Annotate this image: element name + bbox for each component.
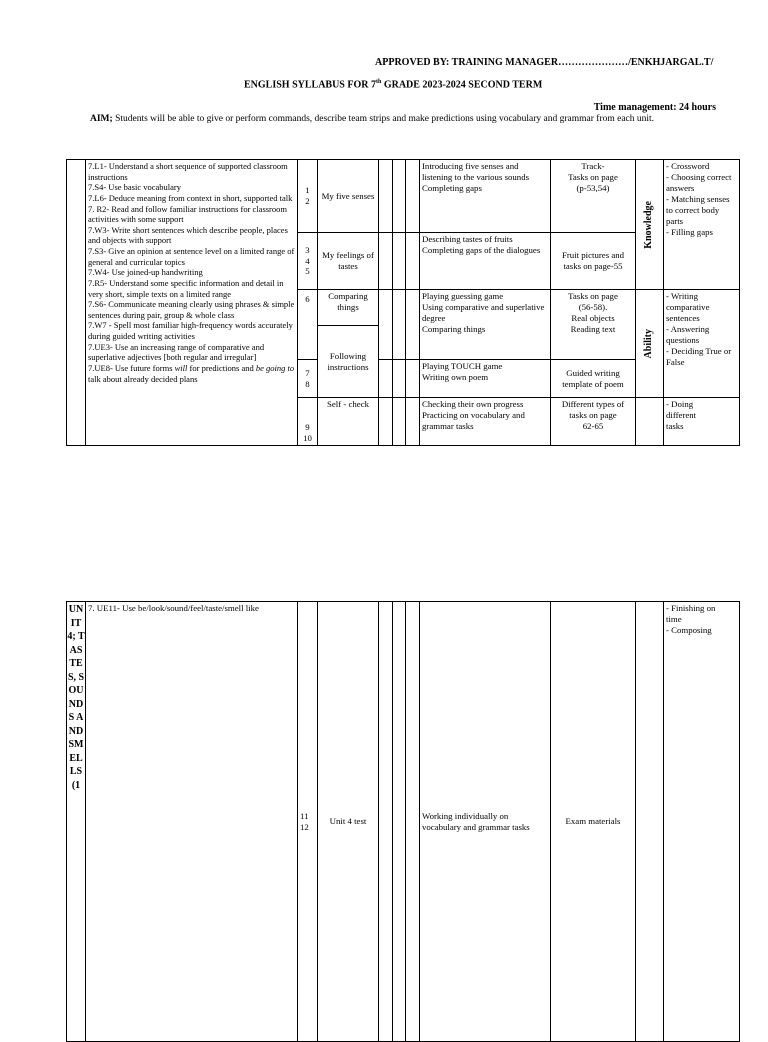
- topic-cell: Self - check: [318, 398, 379, 446]
- blank-cell: [393, 360, 406, 398]
- resources-cell: Fruit pictures and tasks on page-55: [551, 233, 636, 290]
- objective-emphasis: be going to: [255, 362, 295, 373]
- activity-cell: Describing tastes of fruits Completing gaps of the dialogues: [420, 233, 551, 290]
- syllabus-table-1: [66, 159, 740, 446]
- objective: 7.S6- Communicate meaning clearly using phrases & simple sentences during pair, group & whole class: [88, 299, 295, 320]
- hours-cell: 11 12: [298, 602, 318, 1042]
- hours-cell: 3 4 5: [298, 233, 318, 290]
- syllabus-table-2: [66, 601, 740, 1042]
- topic-cell: My five senses: [318, 160, 379, 233]
- activity-cell: Working individually on vocabulary and grammar tasks: [420, 602, 551, 1042]
- blank-cell: [393, 160, 406, 233]
- skill-knowledge-label: Knowledge: [643, 200, 655, 249]
- topic-cell: Comparing things: [318, 290, 379, 326]
- objective: 7.L6- Deduce meaning from context in short, supported talk: [88, 192, 293, 203]
- blank-cell: [379, 602, 393, 1042]
- objective: 7.R5- Understand some specific information and detail in very short, simple texts on a limited range: [88, 277, 284, 299]
- topic-cell: Following instructions: [318, 326, 379, 398]
- objective: 7.W3- Write short sentences which describe people, places and objects with support: [88, 224, 288, 246]
- assessment-cell: - Doing different tasks: [664, 398, 740, 446]
- blank-cell: [379, 233, 393, 290]
- skill-empty-cell: [636, 398, 664, 446]
- skill-knowledge-cell: [636, 160, 664, 290]
- blank-cell: [393, 602, 406, 1042]
- objective: 7.W4- Use joined-up handwriting: [88, 267, 203, 278]
- objective-part: 7.UE8- Use future forms: [88, 362, 175, 373]
- blank-cell: [406, 360, 420, 398]
- objective-part: talk about already decided plans: [88, 373, 198, 384]
- aim-label: AIM;: [90, 114, 113, 124]
- topic-cell: Unit 4 test: [318, 602, 379, 1042]
- activity-cell: Checking their own progress Practicing on vocabulary and grammar tasks: [420, 398, 551, 446]
- activity-cell: Playing TOUCH game Writing own poem: [420, 360, 551, 398]
- aim-statement: [90, 114, 654, 124]
- objective: 7.L1- Understand a short sequence of supported classroom instructions: [88, 161, 288, 182]
- objective-part: for predictions and: [187, 362, 256, 373]
- document-title: [244, 79, 542, 90]
- blank-cell: [393, 398, 406, 446]
- objective: 7.S4- Use basic vocabulary: [88, 182, 182, 193]
- hours-cell: 7 8: [298, 360, 318, 398]
- objective: 7.W7 - Spell most familiar high-frequency words accurately during guided writing activities: [88, 320, 293, 341]
- objectives-cell: [86, 160, 298, 446]
- objective: 7.UE3- Use an increasing range of comparative and superlative adjectives [both regular and irregular]: [88, 341, 265, 363]
- approval-line: APPROVED BY: TRAINING MANAGER…………………/ENKHJARGAL.T/: [375, 57, 714, 68]
- assessment-cell: - Finishing on time - Composing: [664, 602, 740, 1042]
- activity-cell: Introducing five senses and listening to the various sounds Completing gaps: [420, 160, 551, 233]
- blank-cell: [406, 602, 420, 1042]
- title-pre: ENGLISH SYLLABUS FOR 7: [244, 79, 376, 91]
- blank-cell: [406, 290, 420, 360]
- resources-cell: Different types of tasks on page 62-65: [551, 398, 636, 446]
- assessment-knowledge-cell: - Crossword - Choosing correct answers - Matching senses to correct body parts - Filling gaps: [664, 160, 740, 290]
- blank-cell: [379, 398, 393, 446]
- aim-text: Students will be able to give or perform commands, describe team strips and make predictions using vocabulary and grammar from each unit.: [112, 114, 655, 124]
- blank-cell: [379, 360, 393, 398]
- objective-emphasis: will: [174, 362, 188, 373]
- title-post: GRADE 2023-2024 SECOND TERM: [381, 79, 543, 91]
- blank-cell: [379, 290, 393, 360]
- unit-label-cell: UNIT 4; TASTES, SOUNDS AND SMELLS (1: [67, 602, 86, 1042]
- skill-empty-cell: [636, 602, 664, 1042]
- blank-cell: [406, 160, 420, 233]
- resources-cell: Guided writing template of poem: [551, 360, 636, 398]
- resources-cell: Exam materials: [551, 602, 636, 1042]
- hours-cell: 6: [298, 290, 318, 360]
- skill-ability-cell: [636, 290, 664, 398]
- hours-cell: 1 2: [298, 160, 318, 233]
- unit-cell-empty: [67, 160, 86, 446]
- resources-cell: Track- Tasks on page (p-53,54): [551, 160, 636, 233]
- resources-cell: Tasks on page (56-58). Real objects Reading text: [551, 290, 636, 360]
- blank-cell: [406, 398, 420, 446]
- blank-cell: [393, 290, 406, 360]
- topic-cell: My feelings of tastes: [318, 233, 379, 290]
- assessment-ability-cell: - Writing comparative sentences - Answering questions - Deciding True or False: [664, 290, 740, 398]
- activity-cell: Playing guessing game Using comparative and superlative degree Comparing things: [420, 290, 551, 360]
- blank-cell: [379, 160, 393, 233]
- blank-cell: [393, 233, 406, 290]
- objective: [88, 363, 295, 384]
- skill-ability-label: Ability: [643, 328, 655, 359]
- time-management: Time management: 24 hours: [593, 102, 716, 113]
- blank-cell: [406, 233, 420, 290]
- title-sup: th: [375, 79, 382, 85]
- objective: 7. R2- Read and follow familiar instructions for classroom activities with some support: [88, 203, 287, 225]
- hours-cell: 9 10: [298, 398, 318, 446]
- objective: 7.S3- Give an opinion at sentence level on a limited range of general and curricular topics: [88, 246, 295, 267]
- objective-cell: 7. UE11- Use be/look/sound/feel/taste/smell like: [86, 602, 298, 1042]
